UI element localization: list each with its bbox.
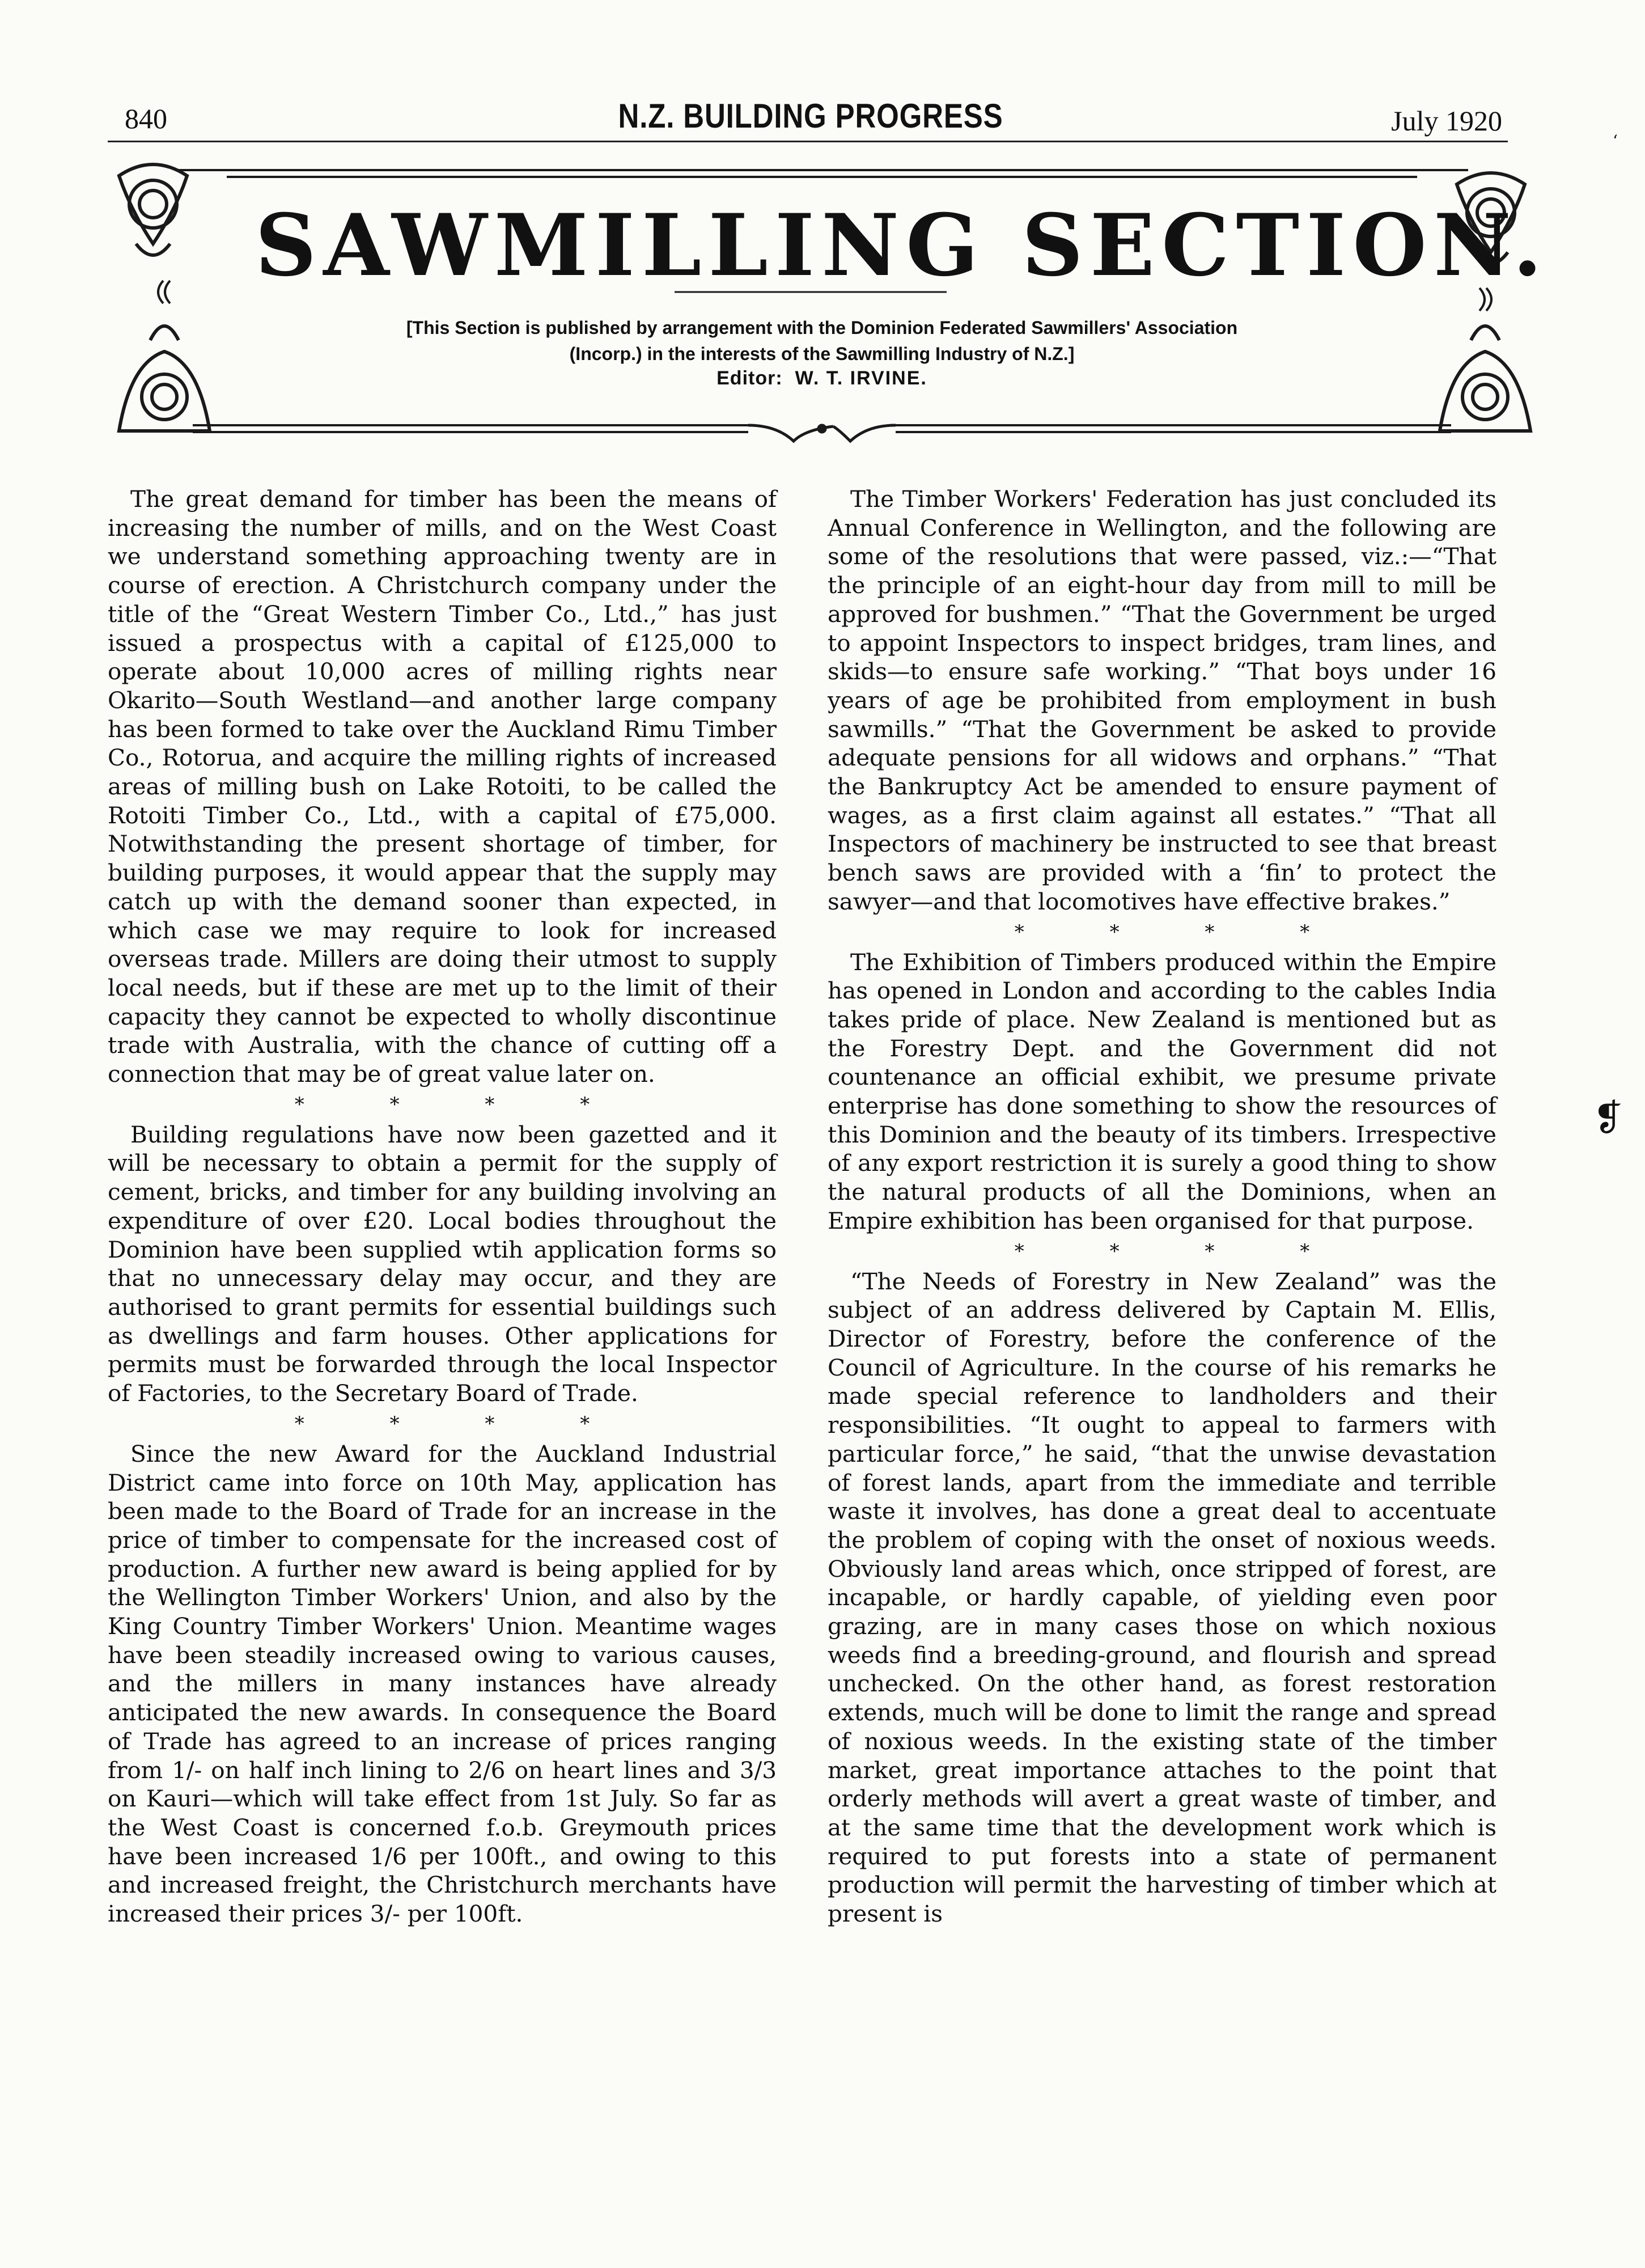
- running-head: [108, 96, 1513, 142]
- left-column: [108, 485, 777, 1928]
- article-paragraph: The great demand for timber has been the means of increasing the number of mills, and on the West Coast we understand something approaching twenty are in course of erection. A Christchurch company under the title of the “Great Western Timber Co., Ltd.,” has just issued a prospectus with a capital of £125,000 to operate about 10,000 acres of milling rights near Okarito—South Westland—and another large company has been formed to take over the Auckland Rimu Timber Co., Rotorua, and acquire the milling rights of increased areas of milling bush on Lake Rotoiti, to be called the Rotoiti Timber Co., Ltd., with a capital of £75,000. Notwithstanding the present shortage of timber, for building purposes, it would appear that the supply may catch up with the demand sooner than expected, in which case we may require to look for increased overseas trade. Millers are doing their utmost to supply local needs, but if these are met up to the limit of their capacity they cannot be expected to wholly discontinue trade with Australia, with the chance of cutting off a connection that may be of great value later on.: [108, 485, 777, 1088]
- section-separator: * * * *: [294, 1093, 630, 1116]
- section-note: [This Section is published by arrangement with the Dominion Federated Sawmillers' Association (Incorp.) in the interests of the Sawmilling Industry of N.Z.]: [406, 318, 1238, 364]
- celtic-knot-icon: [119, 164, 187, 255]
- scroll-flourish-icon: [158, 281, 170, 303]
- section-title: SAWMILLING SECTION.: [255, 196, 1549, 295]
- right-column: [828, 485, 1496, 1928]
- article-paragraph: The Timber Workers' Federation has just concluded its Annual Conference in Wellington, and the following are some of the resolutions that were passed, viz.:—“That the principle of an eight-hour day from mill to mill be approved for bushmen.” “That the Government be urged to appoint Inspectors to inspect bridges, tram lines, and skids—to ensure safe working.” “That boys under 16 years of age be prohibited from employment in bush sawmills.” “That the Government be asked to provide adequate pensions for all widows and orphans.” “That the Bankruptcy Act be amended to ensure payment of wages, as a first claim against all estates.” “That all Inspectors of machinery be instructed to see that breast bench saws are provided with a ‘fin’ to protect the sawyer—and that locomotives have effective brakes.”: [828, 485, 1496, 915]
- editor-label: Editor:: [716, 367, 783, 389]
- page-number: 840: [125, 103, 167, 134]
- chevron-divider-icon: [748, 425, 896, 441]
- article-paragraph: Building regulations have now been gazetted and it will be necessary to obtain a permit for the supply of cement, bricks, and timber for any building involving an expenditure of over £20. Local bodies throughout the Dominion have been supplied wtih application forms so that no unnecessary delay may occur, and they are authorised to grant permits for essential buildings such as dwellings and farm houses. Other applications for permits must be forwarded through the local Inspector of Factories, to the Secretary Board of Trade.: [108, 1120, 777, 1407]
- journal-title: N.Z. BUILDING PROGRESS: [618, 97, 1003, 135]
- section-banner: [96, 159, 1548, 448]
- editor-line: [96, 367, 1548, 390]
- article-paragraph: The Exhibition of Timbers produced within the Empire has opened in London and according to the cables India takes pride of place. New Zealand is mentioned but as the Forestry Dept. and the Government did not countenance an official exhibit, we presume private enterprise has done something to show the resources of this Dominion and the beauty of its timbers. Irrespective of any export restriction it is surely a good thing to show the natural products of all the Dominions, when an Empire exhibition has been organised for that purpose.: [828, 948, 1496, 1234]
- section-separator: * * * *: [294, 1412, 630, 1435]
- header-rule: [108, 141, 1508, 142]
- section-separator: * * * *: [1014, 920, 1350, 943]
- section-separator: * * * *: [1014, 1239, 1350, 1263]
- issue-date: July 1920: [1391, 105, 1502, 137]
- corner-tick-mark: ‘: [1613, 132, 1618, 150]
- margin-pointer-mark: ❡: [1593, 1097, 1623, 1139]
- article-paragraph: Since the new Award for the Auckland Industrial District came into force on 10th May, application has been made to the Board of Trade for an increase in the price of timber to compensate for the increased cost of production. A further new award is being applied for by the Wellington Timber Workers' Union, and also by the King Country Timber Workers' Union. Meantime wages have been steadily increased owing to various causes, and the millers in many instances have already anticipated the new awards. In consequence the Board of Trade has agreed to an increase of prices ranging from 1/- on half inch lining to 2/6 on heart lines and 3/3 on Kauri—which will take effect from 1st July. So far as the West Coast is concerned f.o.b. Greymouth prices have been increased 1/6 per 100ft., and owing to this and increased freight, the Christchurch merchants have increased their prices 3/- per 100ft.: [108, 1440, 777, 1928]
- article-paragraph: “The Needs of Forestry in New Zealand” was the subject of an address delivered by Captain M. Ellis, Director of Forestry, before the conference of the Council of Agriculture. In the course of his remarks he made special reference to landholders and their responsibilities. “It ought to appeal to farmers with particular force,” he said, “that the unwise devastation of forest lands, apart from the immediate and terrible waste it involves, has done a great deal to accentuate the problem of coping with the onset of noxious weeds. Obviously land areas which, once stripped of forest, are incapable, or hardly capable, of yielding even poor grazing, are in many cases those on which noxious weeds find a breeding-ground, and flourish and spread unchecked. On the other hand, as forest restoration extends, much will be done to limit the range and spread of noxious weeds. In the existing state of the timber market, great importance attaches to the point that orderly methods will avert a great waste of timber, and at the same time that the development work which is required to put forests into a state of permanent production will permit the harvesting of timber which at present is: [828, 1267, 1496, 1928]
- editor-name: W. T. IRVINE.: [795, 367, 927, 389]
